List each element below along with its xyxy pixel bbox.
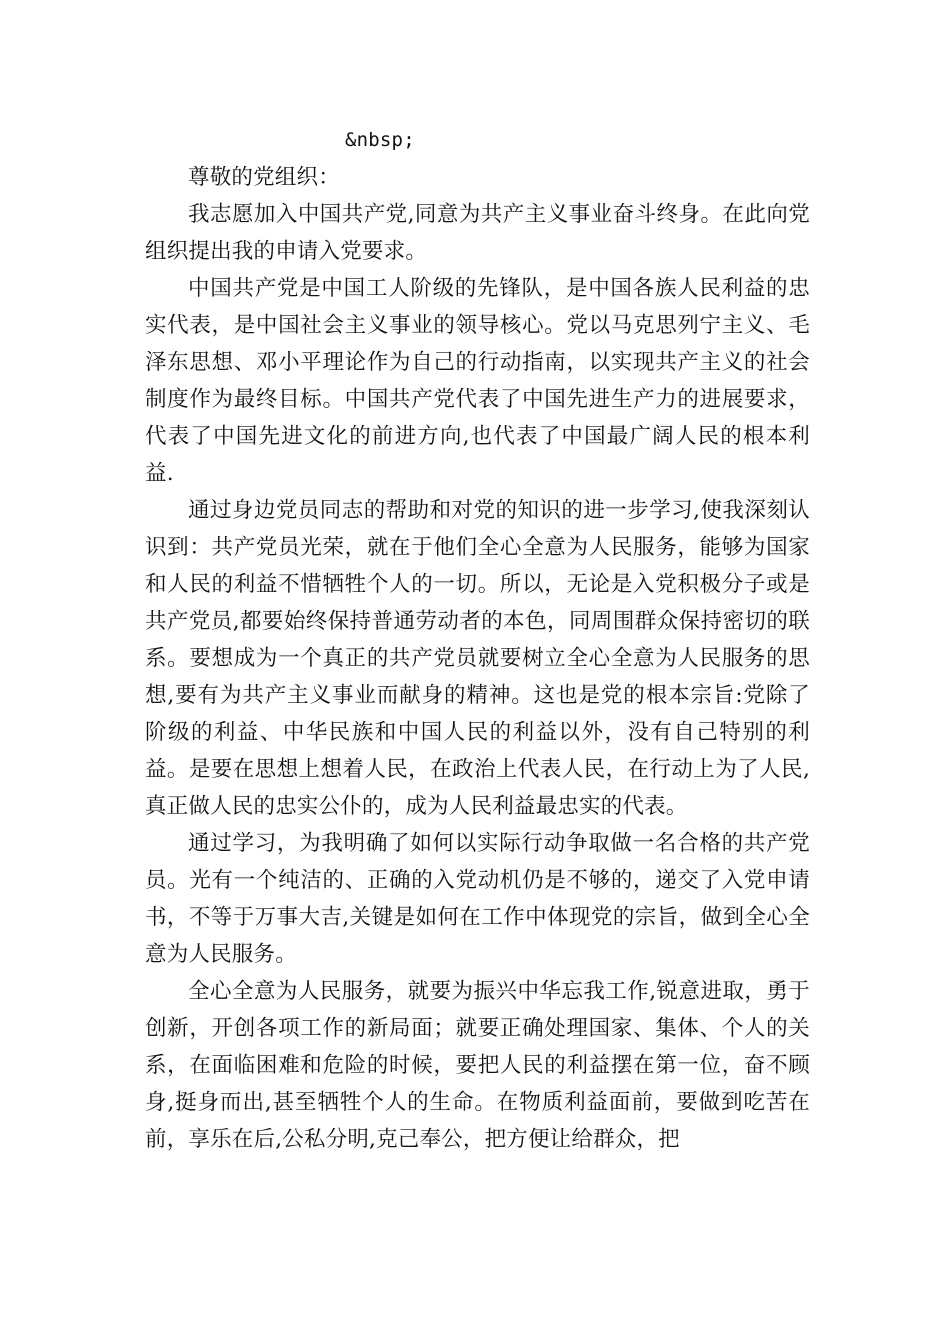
paragraph-5: 全心全意为人民服务，就要为振兴中华忘我工作,锐意进取，勇于创新，开创各项工作的新局面；就要正确处理国家、集体、个人的关系，在面临困难和危险的时候，要把人民的利益摆在第一位，奋不顾身,挺身而出,甚至牺牲个人的生命。在物质利益面前，要做到吃苦在前，享乐在后,公私分明,克己奉公，把方便让给群众，把 — [145, 979, 810, 1152]
paragraph-2: 中国共产党是中国工人阶级的先锋队，是中国各族人民利益的忠实代表，是中国社会主义事业的领导核心。党以马克思列宁主义、毛泽东思想、邓小平理论作为自己的行动指南，以实现共产主义的社会制度作为最终目标。中国共产党代表了中国先进生产力的进展要求，代表了中国先进文化的前进方向,也代表了中国最广阔人民的根本利益. — [145, 276, 810, 486]
document-body — [145, 122, 810, 1158]
paragraph-1: 我志愿加入中国共产党,同意为共产主义事业奋斗终身。在此向党组织提出我的申请入党要求。 — [145, 202, 810, 264]
salutation: 尊敬的党组织： — [188, 165, 340, 190]
paragraph-3: 通过身边党员同志的帮助和对党的知识的进一步学习,使我深刻认识到：共产党员光荣，就在于他们全心全意为人民服务，能够为国家和人民的利益不惜牺牲个人的一切。所以，无论是入党积极分子或是共产党员,都要始终保持普通劳动者的本色，同周围群众保持密切的联系。要想成为一个真正的共产党员就要树立全心全意为人民服务的思想,要有为共产主义事业而献身的精神。这也是党的根本宗旨:党除了阶级的利益、中华民族和中国人民的利益以外，没有自己特别的利益。是要在思想上想着人民，在政治上代表人民，在行动上为了人民,真正做人民的忠实公仆的，成为人民利益最忠实的代表。 — [145, 498, 810, 819]
paragraph-4: 通过学习，为我明确了如何以实际行动争取做一名合格的共产党员。光有一个纯洁的、正确的入党动机仍是不够的，递交了入党申请书，不等于万事大吉,关键是如何在工作中体现党的宗旨，做到全心全意为人民服务。 — [145, 831, 810, 967]
stray-entity-text: &nbsp; — [345, 129, 415, 151]
